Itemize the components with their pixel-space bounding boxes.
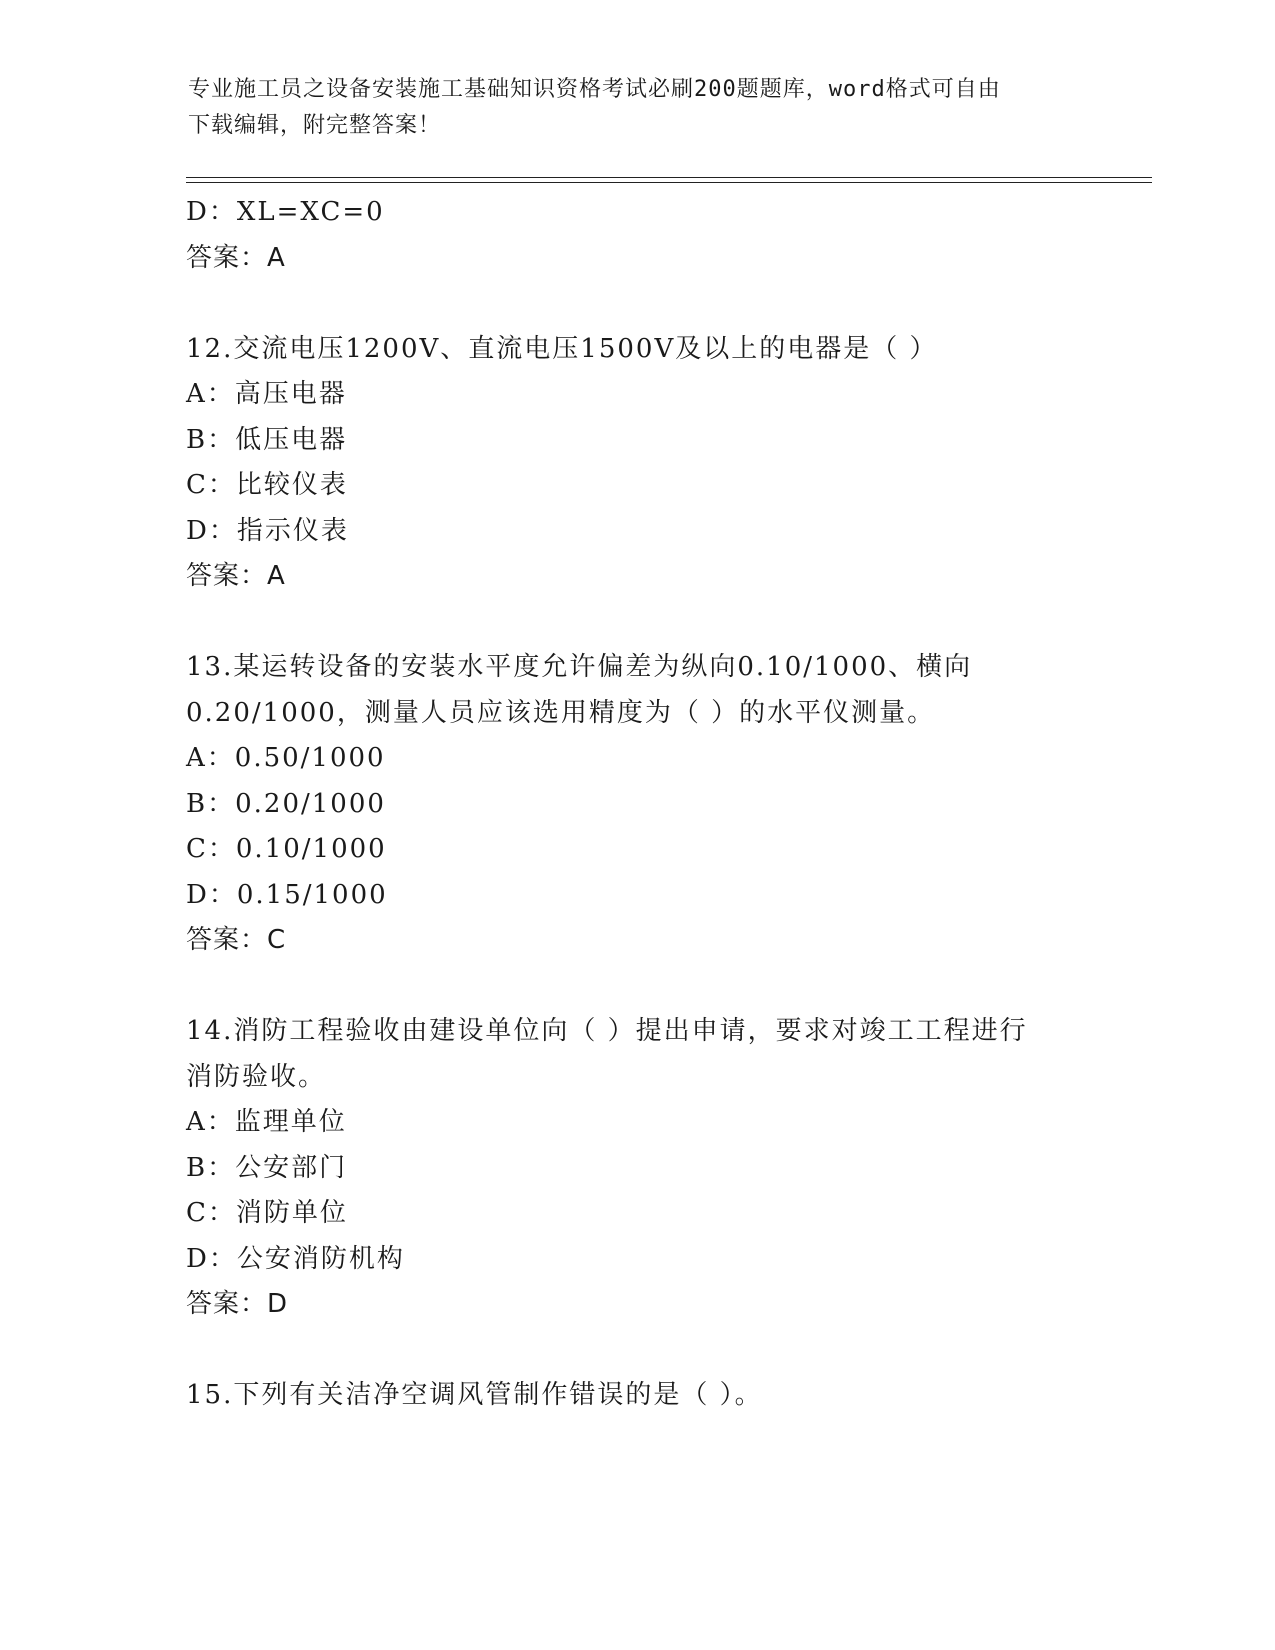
question-stem-line-1: 13.某运转设备的安装水平度允许偏差为纵向0.10/1000、横向 [186,652,973,682]
spacer [186,600,1146,646]
question-14 [186,1009,1146,1328]
header-divider-top [186,177,1152,178]
header-divider-bottom [186,182,1152,183]
option-a: A：高压电器 [186,379,347,409]
option-d: D：指示仪表 [186,515,349,546]
question-stem-line-2: 0.20/1000，测量人员应该选用精度为（ ）的水平仪测量。 [186,697,936,728]
question-11-fragment [186,190,1146,281]
spacer [186,1328,1146,1374]
answer: 答案：A [186,561,286,591]
answer: 答案：D [186,1289,289,1319]
option-b: B：低压电器 [186,424,348,455]
option-a: A：0.50/1000 [186,743,386,773]
question-stem-line-2: 消防验收。 [186,1061,327,1092]
page-header [188,72,1088,144]
question-13 [186,645,1146,964]
question-stem: 12.交流电压1200V、直流电压1500V及以上的电器是（ ） [186,333,938,364]
option-a: A：监理单位 [186,1107,347,1137]
question-stem: 15.下列有关洁净空调风管制作错误的是（ ）。 [186,1380,763,1410]
answer: 答案：C [186,925,287,955]
option-b: B：0.20/1000 [186,788,386,819]
option-d: D：XL=XC=0 [186,197,385,227]
spacer [186,281,1146,327]
spacer [186,964,1146,1010]
answer: 答案：A [186,242,286,273]
question-12 [186,327,1146,600]
question-list [186,190,1146,1419]
header-title-line-2: 下载编辑，附完整答案！ [188,113,442,138]
option-c: C：0.10/1000 [186,834,387,864]
option-c: C：消防单位 [186,1198,348,1228]
option-d: D：公安消防机构 [186,1243,405,1274]
option-b: B：公安部门 [186,1152,348,1183]
header-title-line-1: 专业施工员之设备安装施工基础知识资格考试必刷200题题库，word格式可自由 [188,77,1001,102]
question-stem-line-1: 14.消防工程验收由建设单位向（ ）提出申请，要求对竣工工程进行 [186,1016,1028,1046]
option-c: C：比较仪表 [186,470,348,500]
option-d: D：0.15/1000 [186,879,388,910]
question-15 [186,1373,1146,1419]
